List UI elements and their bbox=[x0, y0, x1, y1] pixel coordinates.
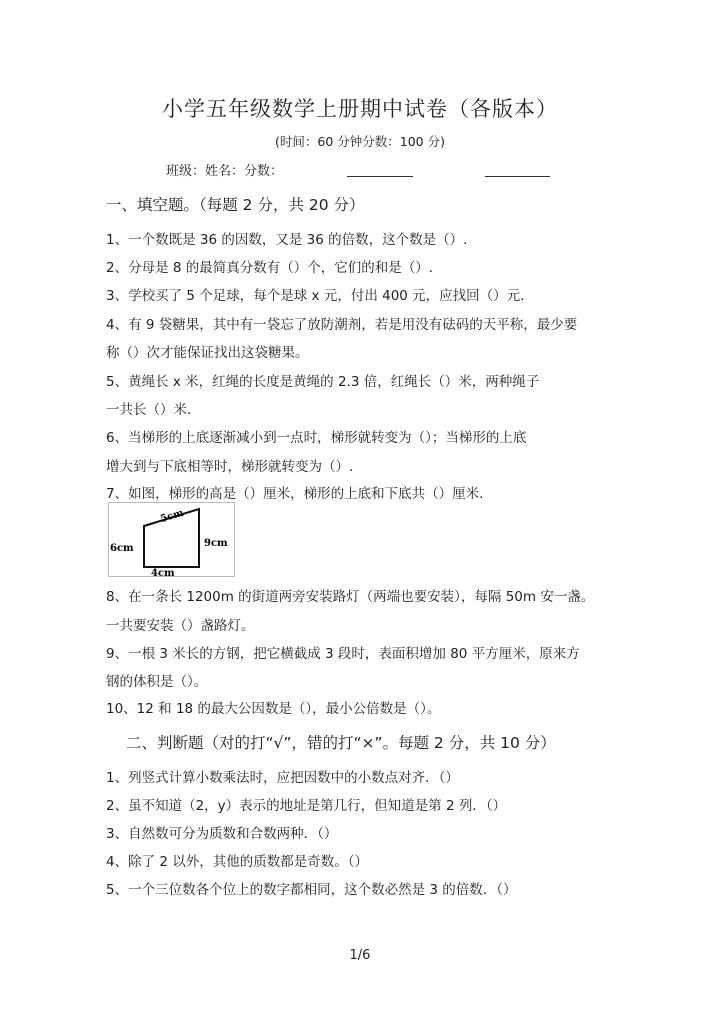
figure-label-top: 5cm bbox=[159, 507, 186, 526]
section-1-header: 一、填空题。（每题 2 分，共 20 分） bbox=[106, 196, 365, 214]
question-line: 2、虽不知道（2，y）表示的地址是第几行，但知道是第 2 列．（） bbox=[106, 798, 507, 814]
trapezoid-figure bbox=[108, 502, 235, 577]
question-line: 3、自然数可分为质数和合数两种．（） bbox=[106, 826, 338, 842]
section-2-header: 二、判断题（对的打“√”，错的打“×”。每题 2 分，共 10 分） bbox=[126, 734, 556, 752]
figure-label-bottom: 4cm bbox=[151, 568, 175, 577]
question-line: 1、一个数既是 36 的因数，又是 36 的倍数，这个数是（）. bbox=[106, 232, 468, 248]
figure-label-right: 9cm bbox=[204, 538, 228, 549]
question-line: 1、列竖式计算小数乘法时，应把因数中的小数点对齐．（） bbox=[106, 770, 459, 786]
question-line: 称（）次才能保证找出这袋糖果。 bbox=[106, 345, 309, 361]
question-line: 一共长（）米. bbox=[106, 402, 192, 418]
question-line: 一共要安装（）盏路灯。 bbox=[106, 618, 255, 634]
question-line: 钢的体积是（）。 bbox=[106, 674, 208, 690]
figure-label-left: 6cm bbox=[110, 543, 134, 554]
student-info-line: 班级：姓名：分数： bbox=[166, 164, 284, 179]
question-line: 6、当梯形的上底逐渐减小到一点时，梯形就转变为（）；当梯形的上底 bbox=[106, 430, 527, 446]
question-line: 7、如图，梯形的高是（）厘米，梯形的上底和下底共（）厘米. bbox=[106, 486, 484, 502]
page-number: 1/6 bbox=[349, 948, 371, 963]
question-line: 5、一个三位数各个位上的数字都相同，这个数必然是 3 的倍数．（） bbox=[106, 882, 517, 898]
question-line: 4、有 9 袋糖果，其中有一袋忘了放防潮剂，若是用没有砝码的天平称，最少要 bbox=[106, 317, 578, 333]
question-line: 2、分母是 8 的最简真分数有（）个，它们的和是（）. bbox=[106, 260, 434, 276]
question-line: 10、12 和 18 的最大公因数是（），最小公倍数是（）。 bbox=[106, 701, 441, 717]
question-line: 5、黄绳长 x 米，红绳的长度是黄绳的 2.3 倍，红绳长（）米，两种绳子 bbox=[106, 374, 540, 390]
question-line: 3、学校买了 5 个足球，每个是球 x 元，付出 400 元，应找回（）元. bbox=[106, 288, 525, 304]
question-line: 增大到与下底相等时，梯形就转变为（）. bbox=[106, 459, 354, 475]
score-blank-line bbox=[485, 176, 550, 177]
question-line: 8、在一条长 1200m 的街道两旁安装路灯（两端也要安装），每隔 50m 安一盏。 bbox=[106, 589, 595, 605]
exam-subtitle: (时间：60 分钟分数：100 分) bbox=[275, 134, 445, 149]
name-blank-line bbox=[347, 176, 413, 177]
question-line: 9、一根 3 米长的方钢，把它横截成 3 段时，表面积增加 80 平方厘米，原来方 bbox=[106, 646, 580, 662]
question-line: 4、除了 2 以外，其他的质数都是奇数。（） bbox=[106, 854, 369, 870]
exam-title: 小学五年级数学上册期中试卷（各版本） bbox=[162, 97, 558, 121]
